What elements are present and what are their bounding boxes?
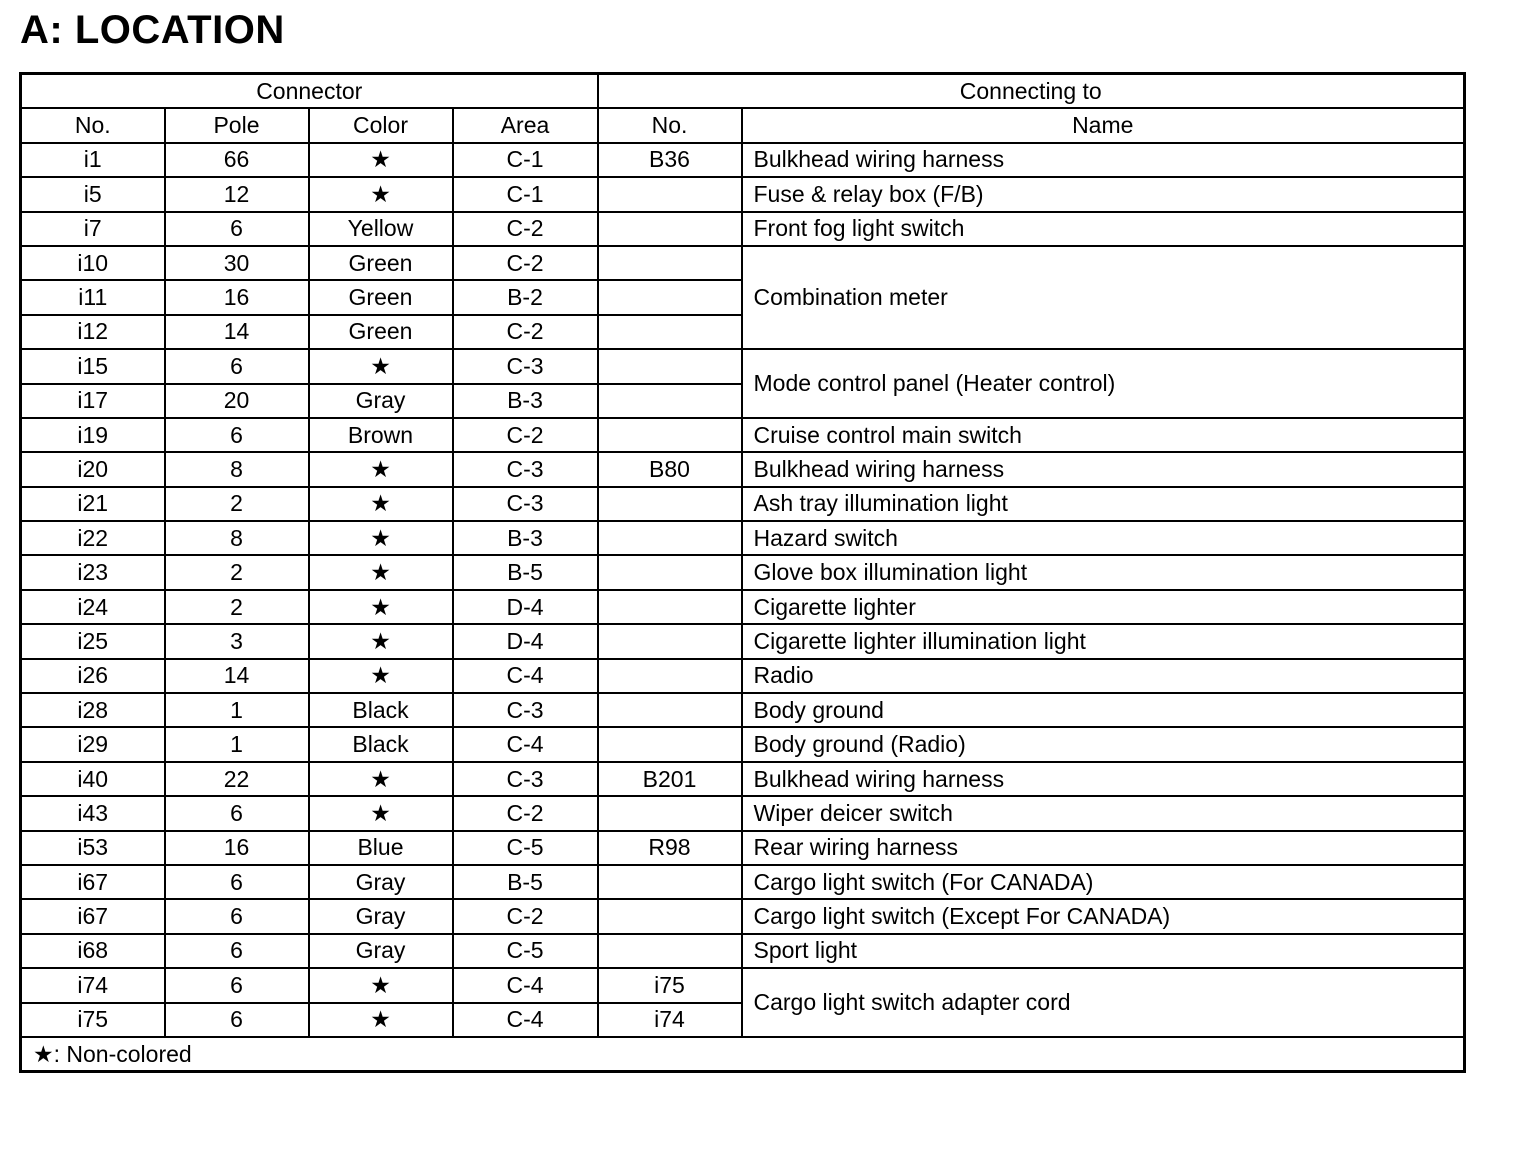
- cell-color: Blue: [309, 831, 453, 865]
- cell-color: ★: [309, 177, 453, 211]
- cell-connecting-no: [598, 624, 742, 658]
- table-row: [21, 212, 1465, 246]
- cell-connecting-name: Ash tray illumination light: [742, 487, 1465, 521]
- page-title: A: LOCATION: [20, 8, 285, 52]
- cell-connecting-name: Combination meter: [742, 246, 1465, 349]
- cell-area: B-3: [453, 384, 598, 418]
- cell-color: ★: [309, 452, 453, 486]
- cell-area: D-4: [453, 624, 598, 658]
- cell-connecting-name: Front fog light switch: [742, 212, 1465, 246]
- cell-area: D-4: [453, 590, 598, 624]
- cell-connecting-no: [598, 349, 742, 383]
- table-row: [21, 452, 1465, 486]
- cell-pole: 14: [165, 315, 309, 349]
- cell-color: Green: [309, 315, 453, 349]
- cell-connector-no: i74: [21, 968, 165, 1002]
- cell-connector-no: i23: [21, 555, 165, 589]
- cell-connecting-no: B80: [598, 452, 742, 486]
- cell-connecting-no: [598, 246, 742, 280]
- cell-area: C-4: [453, 1003, 598, 1037]
- cell-pole: 2: [165, 555, 309, 589]
- cell-pole: 1: [165, 693, 309, 727]
- table-row: [21, 659, 1465, 693]
- cell-connecting-no: [598, 418, 742, 452]
- cell-pole: 8: [165, 452, 309, 486]
- footnote: ★: Non-colored: [21, 1037, 1465, 1072]
- cell-color: Green: [309, 246, 453, 280]
- cell-connecting-no: R98: [598, 831, 742, 865]
- cell-color: ★: [309, 659, 453, 693]
- cell-connecting-name: Sport light: [742, 934, 1465, 968]
- cell-connecting-name: Rear wiring harness: [742, 831, 1465, 865]
- cell-color: Black: [309, 693, 453, 727]
- cell-connecting-no: i75: [598, 968, 742, 1002]
- cell-area: C-1: [453, 177, 598, 211]
- table-row: [21, 590, 1465, 624]
- footnote-row: [21, 1037, 1465, 1072]
- cell-connector-no: i26: [21, 659, 165, 693]
- cell-connecting-name: Wiper deicer switch: [742, 796, 1465, 830]
- cell-color: Brown: [309, 418, 453, 452]
- cell-connecting-name: Body ground (Radio): [742, 727, 1465, 761]
- cell-pole: 6: [165, 212, 309, 246]
- cell-pole: 12: [165, 177, 309, 211]
- cell-area: C-2: [453, 796, 598, 830]
- cell-area: C-2: [453, 212, 598, 246]
- cell-area: C-2: [453, 246, 598, 280]
- group-header-row: [21, 74, 1465, 109]
- cell-area: C-2: [453, 315, 598, 349]
- cell-pole: 14: [165, 659, 309, 693]
- cell-color: Gray: [309, 934, 453, 968]
- cell-connector-no: i53: [21, 831, 165, 865]
- cell-connecting-name: Glove box illumination light: [742, 555, 1465, 589]
- table-row: [21, 693, 1465, 727]
- cell-area: C-3: [453, 452, 598, 486]
- cell-connecting-no: [598, 934, 742, 968]
- cell-color: ★: [309, 796, 453, 830]
- cell-pole: 22: [165, 762, 309, 796]
- table-row: [21, 831, 1465, 865]
- cell-color: ★: [309, 521, 453, 555]
- cell-area: C-3: [453, 487, 598, 521]
- cell-pole: 6: [165, 934, 309, 968]
- cell-connecting-no: [598, 487, 742, 521]
- cell-connecting-name: Bulkhead wiring harness: [742, 452, 1465, 486]
- cell-connector-no: i19: [21, 418, 165, 452]
- cell-connector-no: i40: [21, 762, 165, 796]
- cell-pole: 30: [165, 246, 309, 280]
- table-row: [21, 934, 1465, 968]
- cell-connecting-name: Body ground: [742, 693, 1465, 727]
- cell-connecting-no: [598, 693, 742, 727]
- header-connector: Connector: [21, 74, 598, 109]
- table-row: [21, 177, 1465, 211]
- table-row: [21, 968, 1465, 1002]
- cell-area: C-3: [453, 349, 598, 383]
- cell-color: Gray: [309, 899, 453, 933]
- cell-connecting-no: [598, 521, 742, 555]
- table-row: [21, 762, 1465, 796]
- cell-connecting-no: [598, 796, 742, 830]
- cell-connecting-no: [598, 899, 742, 933]
- cell-pole: 6: [165, 865, 309, 899]
- cell-connecting-no: [598, 177, 742, 211]
- cell-connector-no: i28: [21, 693, 165, 727]
- cell-pole: 6: [165, 1003, 309, 1037]
- cell-area: C-4: [453, 968, 598, 1002]
- cell-color: Gray: [309, 865, 453, 899]
- cell-pole: 20: [165, 384, 309, 418]
- cell-connecting-name: Cigarette lighter: [742, 590, 1465, 624]
- cell-color: ★: [309, 590, 453, 624]
- cell-pole: 66: [165, 143, 309, 177]
- cell-connecting-name: Mode control panel (Heater control): [742, 349, 1465, 418]
- cell-color: Black: [309, 727, 453, 761]
- cell-connector-no: i1: [21, 143, 165, 177]
- header-no: No.: [21, 108, 165, 142]
- cell-area: C-4: [453, 659, 598, 693]
- header-pole: Pole: [165, 108, 309, 142]
- header-color: Color: [309, 108, 453, 142]
- cell-connector-no: i29: [21, 727, 165, 761]
- cell-area: C-3: [453, 762, 598, 796]
- cell-connector-no: i25: [21, 624, 165, 658]
- cell-connecting-no: [598, 659, 742, 693]
- cell-connector-no: i75: [21, 1003, 165, 1037]
- table-row: [21, 349, 1465, 383]
- cell-area: B-5: [453, 865, 598, 899]
- cell-area: B-5: [453, 555, 598, 589]
- cell-area: C-4: [453, 727, 598, 761]
- table-row: [21, 418, 1465, 452]
- cell-pole: 3: [165, 624, 309, 658]
- cell-connector-no: i15: [21, 349, 165, 383]
- cell-color: ★: [309, 1003, 453, 1037]
- header-area: Area: [453, 108, 598, 142]
- cell-connecting-name: Fuse & relay box (F/B): [742, 177, 1465, 211]
- cell-pole: 6: [165, 899, 309, 933]
- cell-connecting-name: Bulkhead wiring harness: [742, 762, 1465, 796]
- table-row: [21, 865, 1465, 899]
- column-header-row: [21, 108, 1465, 142]
- cell-pole: 2: [165, 487, 309, 521]
- cell-area: C-1: [453, 143, 598, 177]
- cell-pole: 6: [165, 349, 309, 383]
- cell-color: ★: [309, 143, 453, 177]
- cell-connecting-no: i74: [598, 1003, 742, 1037]
- cell-connector-no: i10: [21, 246, 165, 280]
- cell-connecting-name: Cruise control main switch: [742, 418, 1465, 452]
- cell-connecting-name: Cigarette lighter illumination light: [742, 624, 1465, 658]
- cell-connecting-name: Radio: [742, 659, 1465, 693]
- cell-connecting-name: Cargo light switch adapter cord: [742, 968, 1465, 1037]
- cell-connector-no: i22: [21, 521, 165, 555]
- cell-connecting-no: [598, 590, 742, 624]
- cell-connector-no: i43: [21, 796, 165, 830]
- cell-color: ★: [309, 624, 453, 658]
- cell-color: ★: [309, 487, 453, 521]
- cell-color: ★: [309, 349, 453, 383]
- cell-area: B-2: [453, 280, 598, 314]
- cell-connector-no: i67: [21, 865, 165, 899]
- cell-connecting-no: [598, 315, 742, 349]
- cell-pole: 6: [165, 796, 309, 830]
- cell-color: ★: [309, 968, 453, 1002]
- cell-connecting-name: Hazard switch: [742, 521, 1465, 555]
- cell-connector-no: i17: [21, 384, 165, 418]
- cell-area: C-2: [453, 418, 598, 452]
- table-row: [21, 899, 1465, 933]
- cell-pole: 2: [165, 590, 309, 624]
- cell-connector-no: i7: [21, 212, 165, 246]
- cell-color: Green: [309, 280, 453, 314]
- cell-area: C-2: [453, 899, 598, 933]
- cell-connector-no: i11: [21, 280, 165, 314]
- cell-color: ★: [309, 555, 453, 589]
- cell-pole: 6: [165, 418, 309, 452]
- cell-area: B-3: [453, 521, 598, 555]
- cell-connecting-no: [598, 280, 742, 314]
- cell-connecting-name: Bulkhead wiring harness: [742, 143, 1465, 177]
- cell-connecting-no: B36: [598, 143, 742, 177]
- cell-pole: 6: [165, 968, 309, 1002]
- connector-location-table: [19, 72, 1466, 1073]
- header-name: Name: [742, 108, 1465, 142]
- cell-color: Yellow: [309, 212, 453, 246]
- cell-pole: 16: [165, 831, 309, 865]
- cell-connector-no: i5: [21, 177, 165, 211]
- cell-area: C-5: [453, 831, 598, 865]
- cell-connector-no: i20: [21, 452, 165, 486]
- cell-color: Gray: [309, 384, 453, 418]
- cell-connector-no: i24: [21, 590, 165, 624]
- cell-connecting-no: [598, 727, 742, 761]
- header-connecting-to: Connecting to: [598, 74, 1465, 109]
- cell-connecting-no: B201: [598, 762, 742, 796]
- cell-area: C-5: [453, 934, 598, 968]
- cell-pole: 16: [165, 280, 309, 314]
- header-to-no: No.: [598, 108, 742, 142]
- cell-connecting-no: [598, 865, 742, 899]
- cell-connector-no: i21: [21, 487, 165, 521]
- table-row: [21, 727, 1465, 761]
- cell-connector-no: i68: [21, 934, 165, 968]
- table-row: [21, 521, 1465, 555]
- cell-connecting-no: [598, 212, 742, 246]
- table-row: [21, 796, 1465, 830]
- cell-connecting-no: [598, 555, 742, 589]
- table-row: [21, 624, 1465, 658]
- cell-color: ★: [309, 762, 453, 796]
- cell-area: C-3: [453, 693, 598, 727]
- cell-pole: 1: [165, 727, 309, 761]
- cell-pole: 8: [165, 521, 309, 555]
- cell-connector-no: i67: [21, 899, 165, 933]
- table-row: [21, 555, 1465, 589]
- cell-connecting-name: Cargo light switch (Except For CANADA): [742, 899, 1465, 933]
- cell-connecting-name: Cargo light switch (For CANADA): [742, 865, 1465, 899]
- table-row: [21, 143, 1465, 177]
- cell-connector-no: i12: [21, 315, 165, 349]
- table-row: [21, 487, 1465, 521]
- cell-connecting-no: [598, 384, 742, 418]
- table-row: [21, 246, 1465, 280]
